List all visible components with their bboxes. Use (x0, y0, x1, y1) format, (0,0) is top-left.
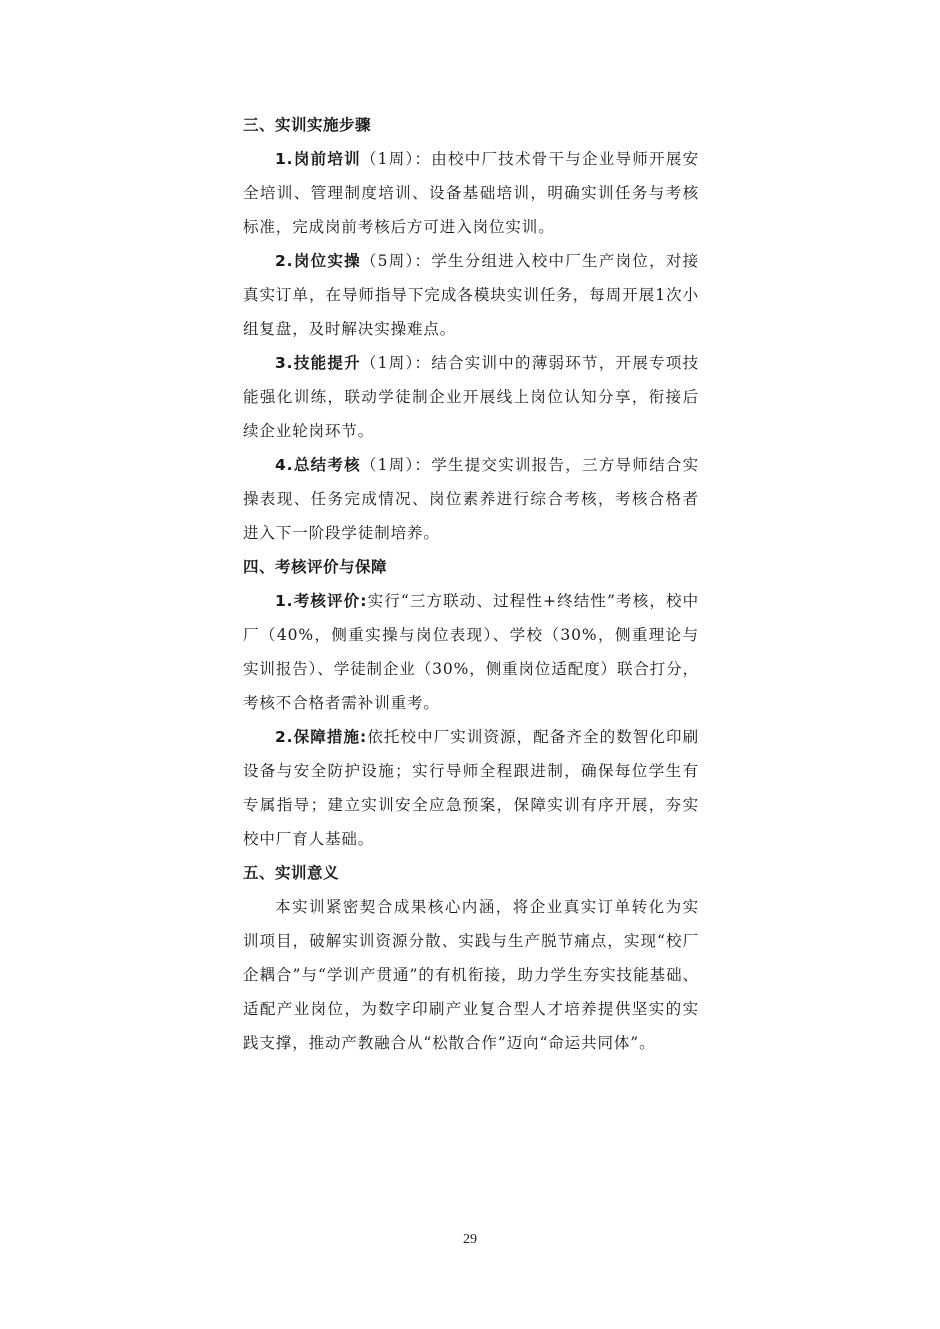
page-number: 29 (463, 1232, 477, 1247)
section-heading-implementation-steps: 三、实训实施步骤 (243, 116, 372, 134)
item-text: （5周）：学生分组进入校中厂生产岗位，对接真实订单，在导师指导下完成各模块实训任务，每周开展1次小组复盘，及时解决实操难点。 (243, 252, 699, 338)
paragraph-assessment-evaluation (243, 584, 699, 720)
paragraph-training-significance: 本实训紧密契合成果核心内涵，将企业真实订单转化为实训项目，破解实训资源分散、实践与生产脱节痛点，实现“校厂企耦合”与“学训产贯通”的有机衔接，助力学生夯实技能基础、适配产业岗位，为数字印刷产业复合型人才培养提供坚实的实践支撑，推动产教融合从“松散合作”迈向“命运共同体”。 (243, 898, 699, 1052)
item-label: 3.技能提升 (275, 354, 361, 372)
item-label: 2.保障措施: (275, 728, 368, 746)
page-content (243, 108, 699, 1060)
item-text: 依托校中厂实训资源，配备齐全的数智化印刷设备与安全防护设施；实行导师全程跟进制，确保每位学生有专属指导；建立实训安全应急预案，保障实训有序开展，夯实校中厂育人基础。 (243, 728, 699, 848)
item-text: （1周）：学生提交实训报告，三方导师结合实操表现、任务完成情况、岗位素养进行综合考核，考核合格者进入下一阶段学徒制培养。 (243, 456, 699, 542)
item-label: 2.岗位实操 (275, 252, 361, 270)
section-heading-assessment-guarantee: 四、考核评价与保障 (243, 558, 388, 576)
item-text: （1周）：由校中厂技术骨干与企业导师开展安全培训、管理制度培训、设备基础培训，明确实训任务与考核标准，完成岗前考核后方可进入岗位实训。 (243, 150, 699, 236)
item-text: 实行“三方联动、过程性+终结性”考核，校中厂（40%，侧重实操与岗位表现）、学校（30%，侧重理论与实训报告）、学徒制企业（30%，侧重岗位适配度）联合打分，考核不合格者需补训重考。 (243, 592, 699, 712)
paragraph-skill-improvement (243, 346, 699, 448)
section-heading-significance: 五、实训意义 (243, 864, 340, 882)
item-label: 1.岗前培训 (275, 150, 361, 168)
paragraph-summary-assessment (243, 448, 699, 550)
item-label: 4.总结考核 (275, 456, 361, 474)
item-label: 1.考核评价: (275, 592, 368, 610)
paragraph-guarantee-measures (243, 720, 699, 856)
paragraph-pre-job-training (243, 142, 699, 244)
paragraph-job-practice (243, 244, 699, 346)
item-text: （1周）：结合实训中的薄弱环节，开展专项技能强化训练，联动学徒制企业开展线上岗位认知分享，衔接后续企业轮岗环节。 (243, 354, 699, 440)
